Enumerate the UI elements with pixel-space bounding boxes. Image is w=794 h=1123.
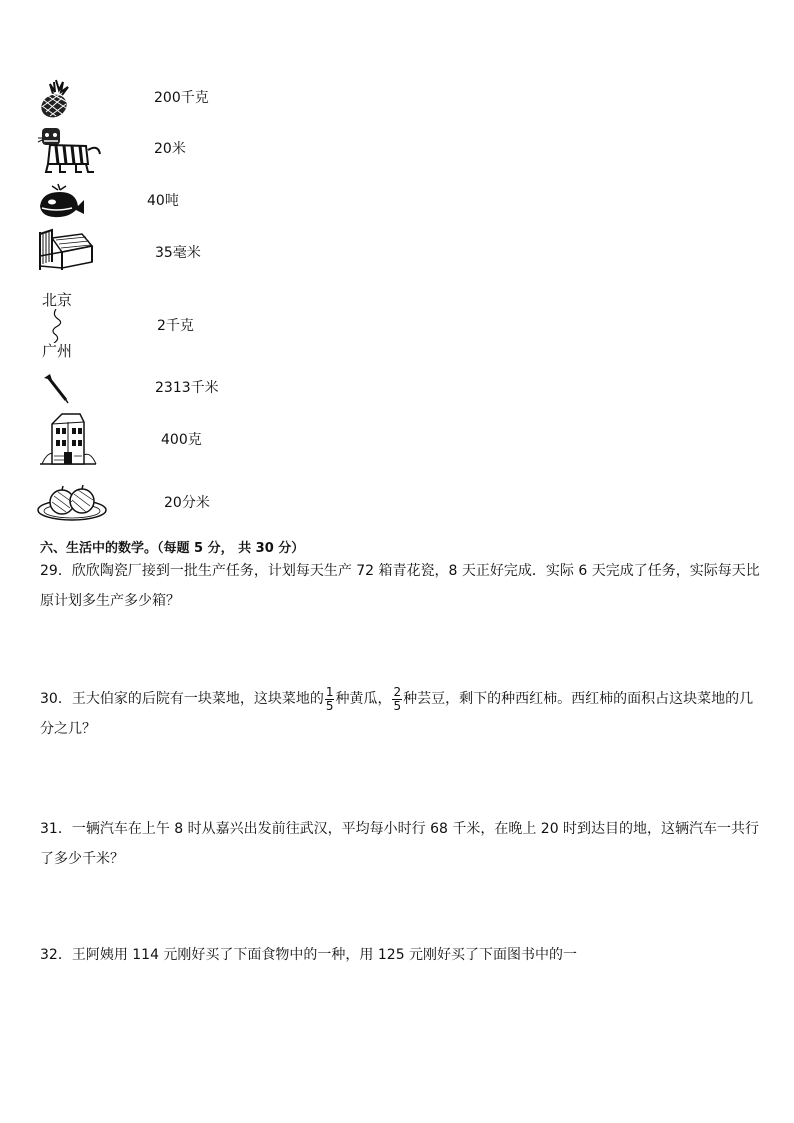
unit-label-5: 2千克	[157, 318, 194, 334]
bed-icon	[36, 226, 94, 272]
unit-label-3: 40吨	[147, 193, 179, 209]
fraction-two-fifths	[392, 686, 402, 713]
question-30	[40, 684, 760, 744]
fraction-one-fifth	[325, 686, 335, 713]
map-label-beijing: 北京	[42, 291, 73, 309]
map-label-guangzhou: 广州	[42, 342, 73, 360]
question-29: 29．欣欣陶瓷厂接到一批生产任务，计划每天生产 72 箱青花瓷，8 天正好完成．实际 6 天完成了任务，实际每天比原计划多生产多少箱？	[40, 563, 760, 609]
fruit-plate-icon	[36, 482, 108, 522]
unit-label-6: 2313千米	[155, 380, 219, 396]
question-30-part2: 种黄瓜，	[335, 691, 392, 707]
fraction-1-denominator: 5	[325, 698, 334, 713]
fraction-2-numerator: 2	[393, 684, 402, 699]
whale-icon	[38, 180, 86, 220]
fraction-1-numerator: 1	[325, 684, 334, 699]
fraction-2-denominator: 5	[393, 698, 402, 713]
building-icon	[38, 410, 98, 466]
question-30-part3: 种芸豆，剩下的种西红柿。西红柿的面积占这块菜地的几分之几？	[40, 691, 754, 737]
question-31: 31．一辆汽车在上午 8 时从嘉兴出发前往武汉，平均每小时行 68 千米，在晚上 20 时到达目的地，这辆汽车一共行了多少千米？	[40, 821, 760, 867]
unit-label-8: 20分米	[164, 495, 210, 511]
tiger-icon	[36, 126, 102, 174]
unit-label-4: 35毫米	[155, 245, 201, 261]
unit-label-1: 200千克	[154, 90, 209, 106]
section-title: 六、生活中的数学。（每题 5 分， 共 30 分）	[40, 541, 305, 556]
unit-label-2: 20米	[154, 141, 186, 157]
nail-icon	[40, 372, 70, 404]
route-map-icon	[44, 309, 74, 343]
unit-label-7: 400克	[161, 432, 202, 448]
pineapple-icon	[36, 78, 72, 118]
question-30-part1: 30．王大伯家的后院有一块菜地，这块菜地的	[40, 691, 324, 707]
question-32: 32．王阿姨用 114 元刚好买了下面食物中的一种，用 125 元刚好买了下面图书中的一	[40, 947, 578, 963]
